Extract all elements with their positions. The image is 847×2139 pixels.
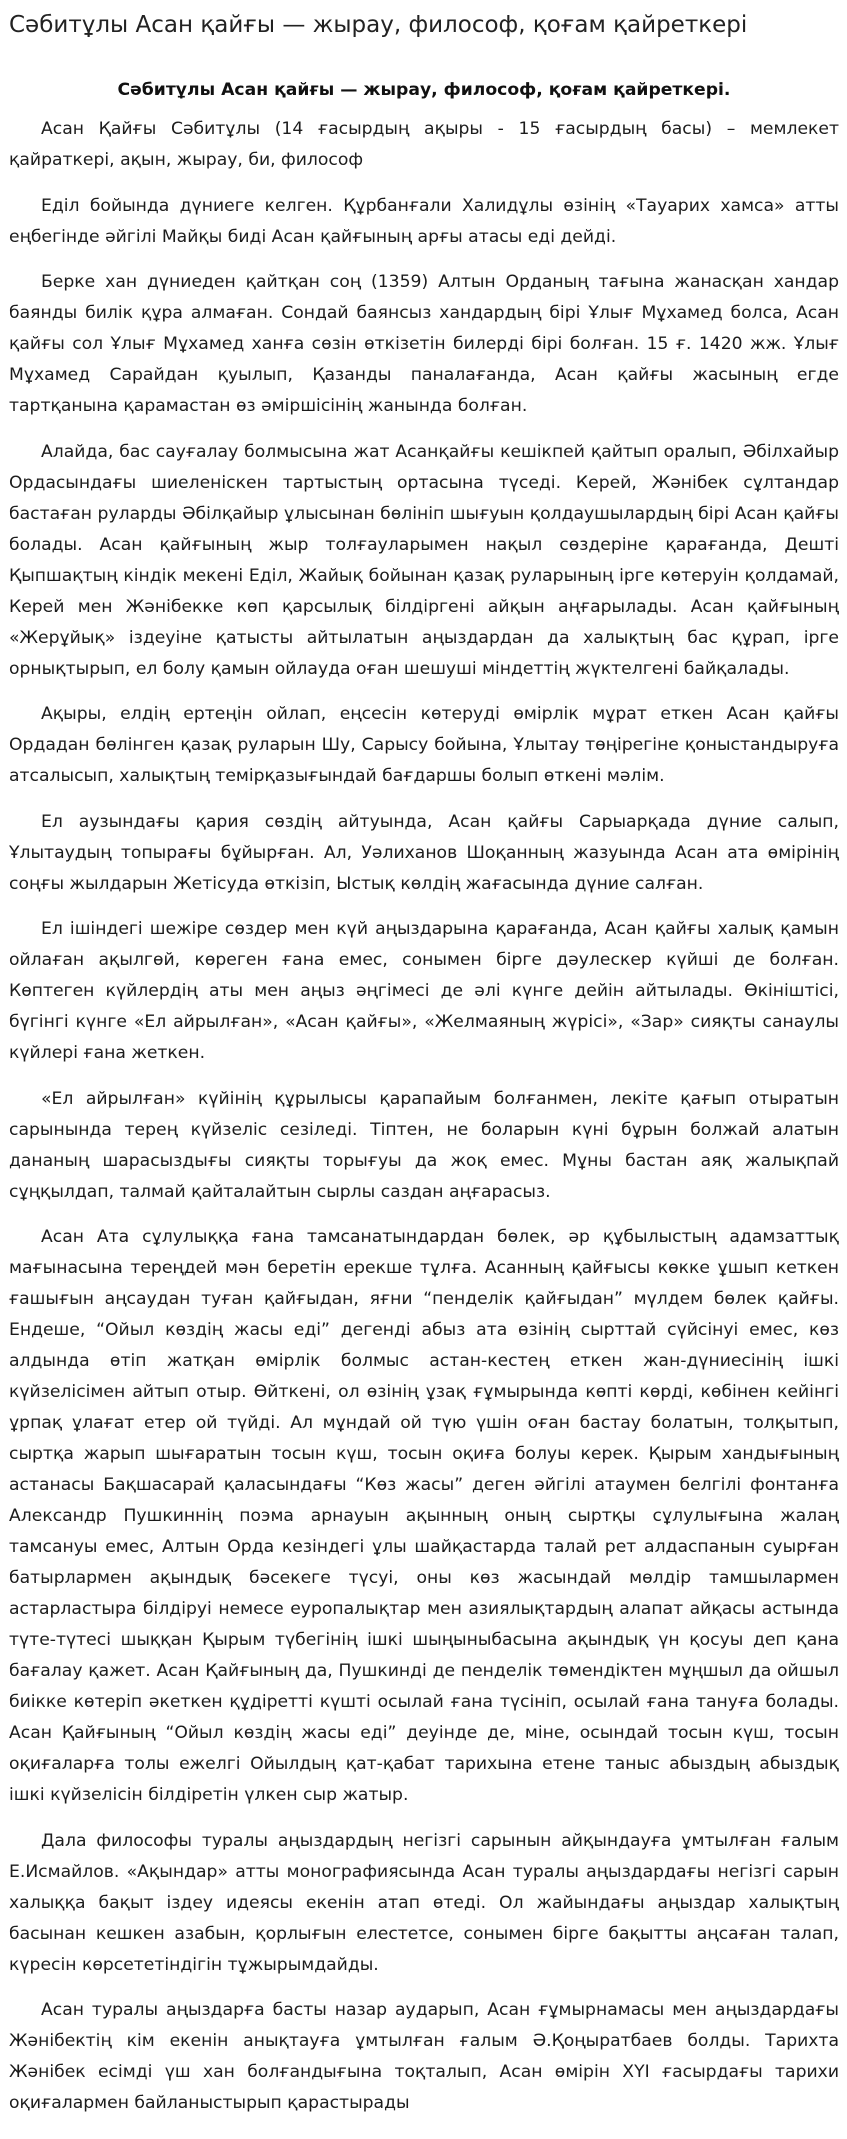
article-paragraph: Дала философы туралы аңыздардың негізгі сарынын айқындауға ұмтылған ғалым Е.Исмайлов. «Ақындар» атты монографиясында Асан туралы аңыздардағы негізгі сарын халыққа бақыт іздеу идеясы екенін атап өтеді. Ол жайындағы аңыздар халықтың басынан кешкен азабын, қорлығын елестетсе, сонымен бірге бақытты аңсаған талап, күресін көрсететіндігін тұжырымдайды. xyxy=(9,1830,839,1975)
article-paragraph: Асан Қайғы Сәбитұлы (14 ғасырдың ақыры - 15 ғасырдың басы) – мемлекет қайраткері, ақын, жырау, би, философ xyxy=(9,119,839,170)
page-title: Сәбитұлы Асан қайғы — жырау, философ, қоғам қайреткері xyxy=(9,12,748,38)
article-paragraph: «Ел айрылған» күйінің құрылысы қарапайым болғанмен, лекіте қағып отыратын сарынында терең күйзеліс сезіледі. Тіптен, не боларын күні бұрын болжай алатын дананың шарасыздығы сияқты торығуы да жоқ емес. Мұны бастан аяқ жалықпай сұңқылдап, талмай қайталайтын сырлы саздан аңғарасыз. xyxy=(9,1088,839,1202)
article-paragraph: Ел аузындағы қария сөздің айтуында, Асан қайғы Сарыарқада дүние салып, Ұлытаудың топырағы бұйырған. Ал, Уәлиханов Шоқанның жазуында Асан ата өмірінің соңғы жылдарын Жетісуда өткізіп, Ыстық көлдің жағасында дүние салған. xyxy=(9,811,839,894)
article-paragraph: Алайда, бас сауғалау болмысына жат Асанқайғы кешікпей қайтып оралып, Әбілхайыр Ордасындағы шиеленіскен тартыстың ортасына түседі. Керей, Жәнібек сұлтандар бастаған руларды Әбілқайыр ұлысынан бөлініп шығуын қолдаушылардың бірі Асан қайғы болады. Асан қайғының жыр толғауларымен нақыл сөздеріне қарағанда, Дешті Қыпшақтың кіндік мекені Еділ, Жайық бойынан қазақ руларының ірге көтеруін қолдамай, Керей мен Жәнібекке көп қарсылық білдіргені айқын аңғарылады. Асан қайғының «Жерұйық» іздеуіне қатысты айтылатын аңыздардан да халықтың бас құрап, ірге орнықтырып, ел болу қамын ойлауда оған шешуші міндеттің жүктелгені байқалады. xyxy=(9,441,839,679)
article-paragraph: Берке хан дүниеден қайтқан соң (1359) Алтын Орданың тағына жанасқан хандар баянды билік құра алмаған. Сондай баянсыз хандардың бірі Ұлығ Мұхамед болса, Асан қайғы сол Ұлығ Мұхамед ханға сөзін өткізетін билерді бірі болған. 15 ғ. 1420 жж. Ұлығ Мұхамед Сарайдан қуылып, Қазанды паналағанда, Асан қайғы жасының егде тартқанына қарамастан өз әміршісінің жанында болған. xyxy=(9,272,839,416)
article-paragraph: Ақыры, елдің ертеңін ойлап, еңсесін көтеруді өмірлік мұрат еткен Асан қайғы Ордадан бөлінген қазақ руларын Шу, Сарысу бойына, Ұлытау төңірегіне қоныстандыруға атсалысып, халықтың темірқазығындай бағдаршы болып өткені мәлім. xyxy=(9,704,839,786)
article-paragraph: Еділ бойында дүниеге келген. Құрбанғали Халидұлы өзінің «Тауарих хамса» атты еңбегінде әйгілі Майқы биді Асан қайғының арғы атасы еді дейді. xyxy=(9,195,839,247)
article-subtitle: Сәбитұлы Асан қайғы — жырау, философ, қоғам қайреткері. xyxy=(117,80,731,100)
article-paragraph: Асан туралы аңыздарға басты назар аударып, Асан ғұмырнамасы мен аңыздардағы Жәнібектің кім екенін анықтауға ұмтылған ғалым Ә.Қоңыратбаев болды. Тарихта Жәнібек есімді үш хан болғандығына тоқталып, Асан өмірін XYI ғасырдағы тарихи оқиғалармен байланыстырып қарастырады xyxy=(9,2000,839,2113)
article-paragraph: Асан Ата сұлулыққа ғана тамсанатындардан бөлек, әр құбылыстың адамзаттық мағынасына тереңдей мән беретін ерекше тұлға. Асанның қайғысы көкке ұшып кеткен ғашығын аңсаудан туған қайғыдан, яғни “пенделік қайғыдан” мүлдем бөлек қайғы. Ендеше, “Ойыл көздің жасы еді” дегенді абыз ата өзінің сырттай сүйсінуі емес, көз алдында өтіп жатқан өмірлік болмыс астан-кестең еткен жан-дүниесінің ішкі күйзелісімен айтып отыр. Өйткені, ол өзінің ұзақ ғұмырында көпті көрді, көбінен кейінгі ұрпақ ұлағат етер ой түйді. Ал мұндай ой түю үшін оған бастау болатын, толқытып, сыртқа жарып шығаратын тосын күш, тосын оқиға болуы керек. Қырым хандығының астанасы Бақшасарай қаласындағы “Көз жасы” деген әйгілі атаумен белгілі фонтанға Александр Пушкиннің поэма арнауын ақынның оның сыртқы сұлулығына жалаң тамсануы емес, Алтын Орда кезіндегі ұлы шайқастарда талай рет алдаспанын суырған батырлармен ақындық бәсекеге түсуі, оны көз жасындай мөлдір тамшылармен астарластыра білдіруі немесе еуропалықтар мен азиялықтардың алапат айқасы астында түте-түтесі шыққан Қырым түбегінің ішкі шыңыныбасына ақындық үн қосуы деп қана бағалау қажет. Асан Қайғының да, Пушкинді де пенделік төмендіктен мұңшыл да ойшыл биікке көтеріп әкеткен құдіретті күшті осылай ғана түсініп, осылай ғана тануға болады. Асан Қайғының “Ойыл көздің жасы еді” деуінде де, міне, осындай тосын күш, тосын оқиғаларға толы ежелгі Ойылдың қат-қабат тарихына етене таныс абыздың абыздық ішкі күйзелісін білдіретін үлкен сыр жатыр. xyxy=(9,1227,839,1805)
article-body xyxy=(9,78,839,2134)
article-paragraph: Ел ішіндегі шежіре сөздер мен күй аңыздарына қарағанда, Асан қайғы халық қамын ойлаған ақылгөй, көреген ғана емес, сонымен бірге дәулескер күйші де болған. Көптеген күйлердің аты мен аңыз әңгімесі де әлі күнге дейін айтылады. Өкініштісі, бүгінгі күнге «Ел айрылған», «Асан қайғы», «Желмаяның жүрісі», «Зар» сияқты санаулы күйлері ғана жеткен. xyxy=(9,919,839,1063)
